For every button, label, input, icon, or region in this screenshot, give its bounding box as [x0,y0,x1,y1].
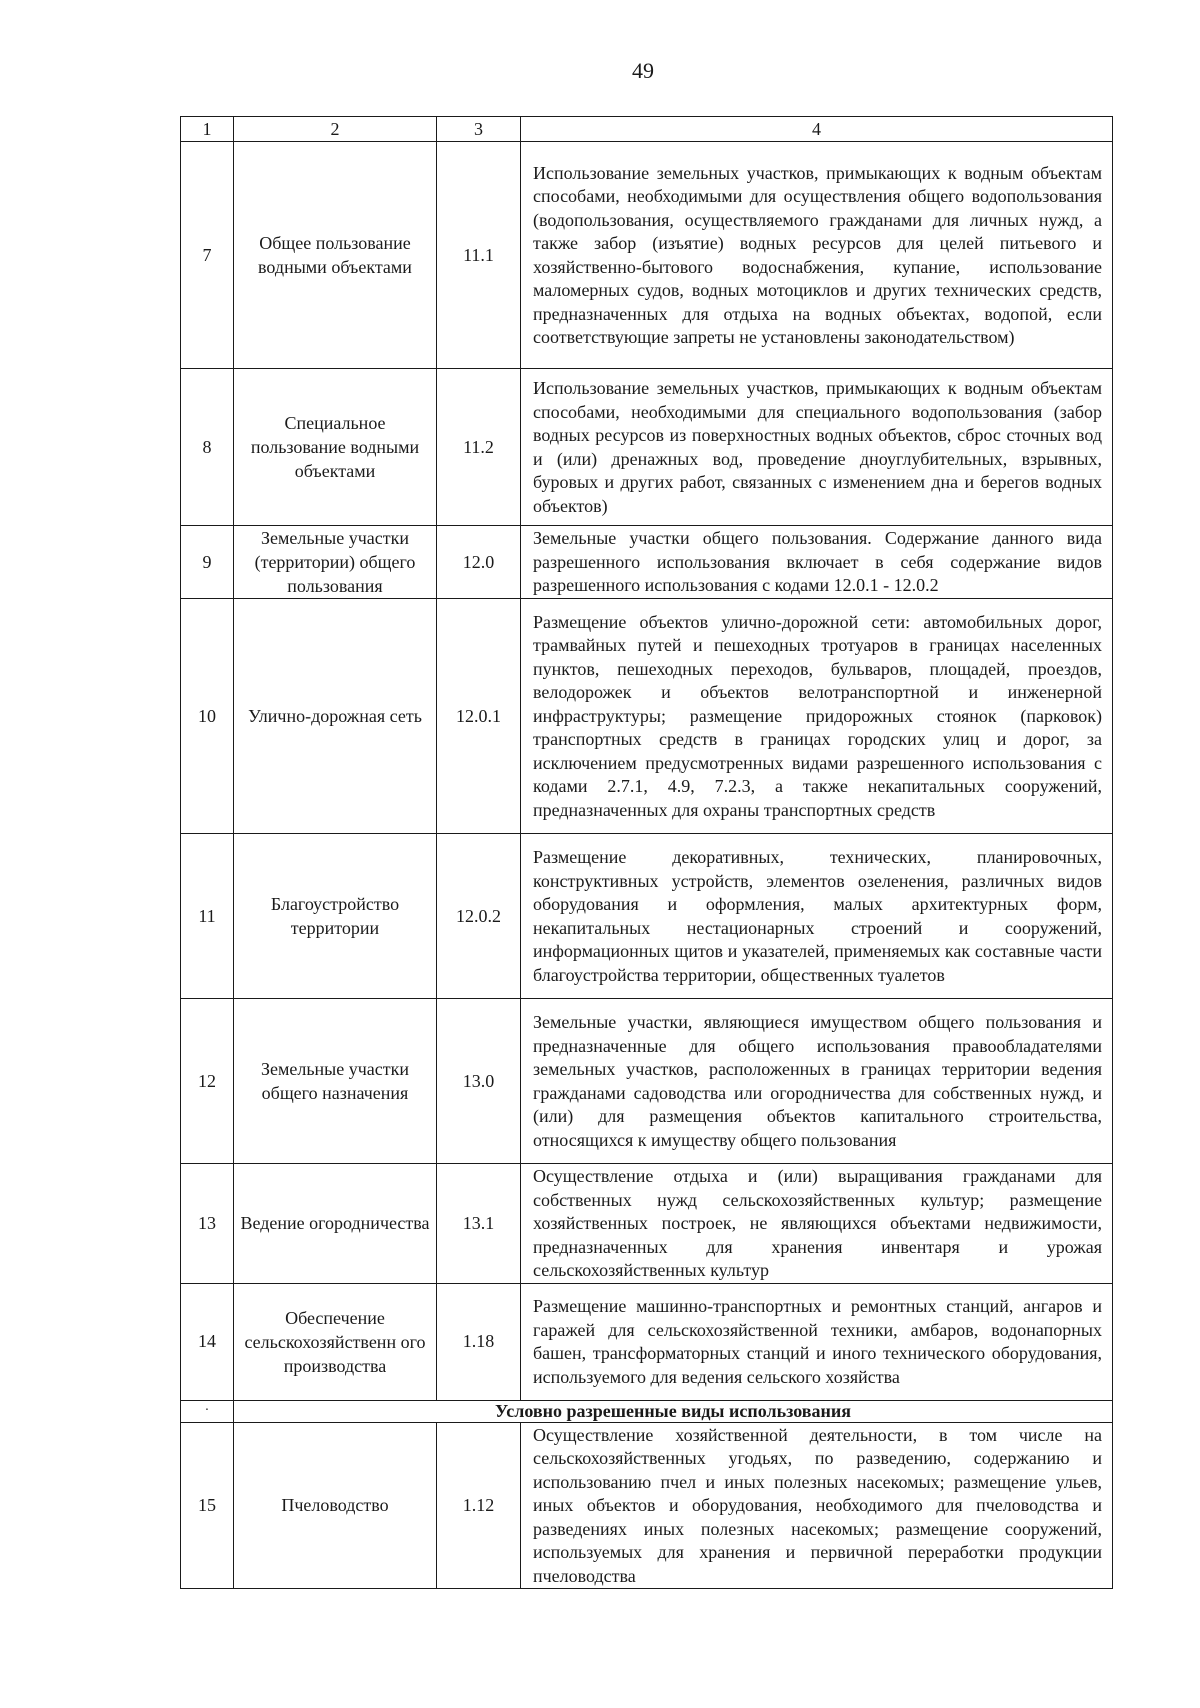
use-type-code: 11.2 [437,369,521,526]
use-type-code: 12.0 [437,526,521,599]
header-cell-3: 3 [437,117,521,142]
row-number: 13 [181,1164,234,1284]
section-header-row [181,1400,1113,1422]
table-row [181,999,1113,1164]
use-type-code: 12.0.1 [437,599,521,834]
use-type-name: Благоустройство территории [234,834,437,999]
use-type-name: Улично-дорожная сеть [234,599,437,834]
header-cell-2: 2 [234,117,437,142]
use-type-description: Земельные участки, являющиеся имуществом общего пользования и предназначенные для общего использования правообладателями земельных участков, расположенных в границах территории ведения гражданами садоводства или огородничества для собственных нужд, и (или) для размещения объектов капитального строительства, относящихся к имуществу общего пользования [521,999,1113,1164]
table-row [181,142,1113,369]
use-type-description: Использование земельных участков, примыкающих к водным объектам способами, необходимыми для осуществления общего водопользования (водопользования, осуществляемого гражданами для личных нужд, а также забор (изъятие) водных ресурсов для целей питьевого и хозяйственно-бытового водоснабжения, купание, использование маломерных судов, водных мотоциклов и других технических средств, предназначенных для отдыха на водных объектах, водопой, если соответствующие запреты не установлены законодательством) [521,142,1113,369]
table-row [181,526,1113,599]
use-type-description: Размещение декоративных, технических, планировочных, конструктивных устройств, элементов озеленения, различных видов оборудования и оформления, малых архитектурных форм, некапитальных нестационарных строений и сооружений, информационных щитов и указателей, применяемых как составные части благоустройства территории, общественных туалетов [521,834,1113,999]
use-type-code: 13.1 [437,1164,521,1284]
use-type-code: 1.12 [437,1422,521,1589]
use-type-code: 13.0 [437,999,521,1164]
use-type-description: Осуществление хозяйственной деятельности, в том числе на сельскохозяйственных угодьях, по разведению, содержанию и использованию пчел и иных полезных насекомых; размещение ульев, иных объектов и оборудования, необходимого для пчеловодства и разведениях иных полезных насекомых; размещение сооружений, используемых для хранения и первичной переработки продукции пчеловодства [521,1422,1113,1589]
table-row [181,1283,1113,1400]
row-number: 8 [181,369,234,526]
table-row [181,1164,1113,1284]
use-type-description: Осуществление отдыха и (или) выращивания гражданами для собственных нужд сельскохозяйственных культур; размещение хозяйственных построек, не являющихся объектами недвижимости, предназначенных для хранения инвентаря и урожая сельскохозяйственных культур [521,1164,1113,1284]
table-row [181,369,1113,526]
row-number: 12 [181,999,234,1164]
use-type-description: Размещение объектов улично-дорожной сети: автомобильных дорог, трамвайных путей и пешеходных тротуаров в границах населенных пунктов, пешеходных переходов, бульваров, площадей, проездов, велодорожек и объектов велотранспортной и инженерной инфраструктуры; размещение придорожных стоянок (парковок) транспортных средств в границах городских улиц и дорог, за исключением предусмотренных видами разрешенного использования с кодами 2.7.1, 4.9, 7.2.3, а также некапитальных сооружений, предназначенных для охраны транспортных средств [521,599,1113,834]
use-type-name: Земельные участки общего назначения [234,999,437,1164]
use-type-name: Общее пользование водными объектами [234,142,437,369]
section-marker: · [181,1400,234,1422]
row-number: 7 [181,142,234,369]
use-type-name: Земельные участки (территории) общего пользования [234,526,437,599]
table-row [181,599,1113,834]
table-header-row [181,117,1113,142]
row-number: 14 [181,1283,234,1400]
table-row [181,834,1113,999]
use-type-name: Пчеловодство [234,1422,437,1589]
row-number: 11 [181,834,234,999]
page-number: 49 [632,58,654,83]
row-number: 15 [181,1422,234,1589]
use-type-description: Земельные участки общего пользования. Содержание данного вида разрешенного использования включает в себя содержание видов разрешенного использования с кодами 12.0.1 - 12.0.2 [521,526,1113,599]
use-type-name: Ведение огородничества [234,1164,437,1284]
use-type-description: Размещение машинно-транспортных и ремонтных станций, ангаров и гаражей для сельскохозяйственной техники, амбаров, водонапорных башен, трансформаторных станций и иного технического оборудования, используемого для ведения сельского хозяйства [521,1283,1113,1400]
use-type-code: 12.0.2 [437,834,521,999]
land-use-table [180,116,1113,1589]
row-number: 10 [181,599,234,834]
section-title: Условно разрешенные виды использования [234,1400,1113,1422]
use-type-code: 11.1 [437,142,521,369]
row-number: 9 [181,526,234,599]
use-type-name: Обеспечение сельскохозяйственн ого производства [234,1283,437,1400]
use-type-code: 1.18 [437,1283,521,1400]
use-type-name: Специальное пользование водными объектами [234,369,437,526]
header-cell-1: 1 [181,117,234,142]
table-row [181,1422,1113,1589]
header-cell-4: 4 [521,117,1113,142]
use-type-description: Использование земельных участков, примыкающих к водным объектам способами, необходимыми для специального водопользования (забор водных ресурсов из поверхностных водных объектов, сброс сточных вод и (или) дренажных вод, проведение дноуглубительных, взрывных, буровых и других работ, связанных с изменением дна и берегов водных объектов) [521,369,1113,526]
